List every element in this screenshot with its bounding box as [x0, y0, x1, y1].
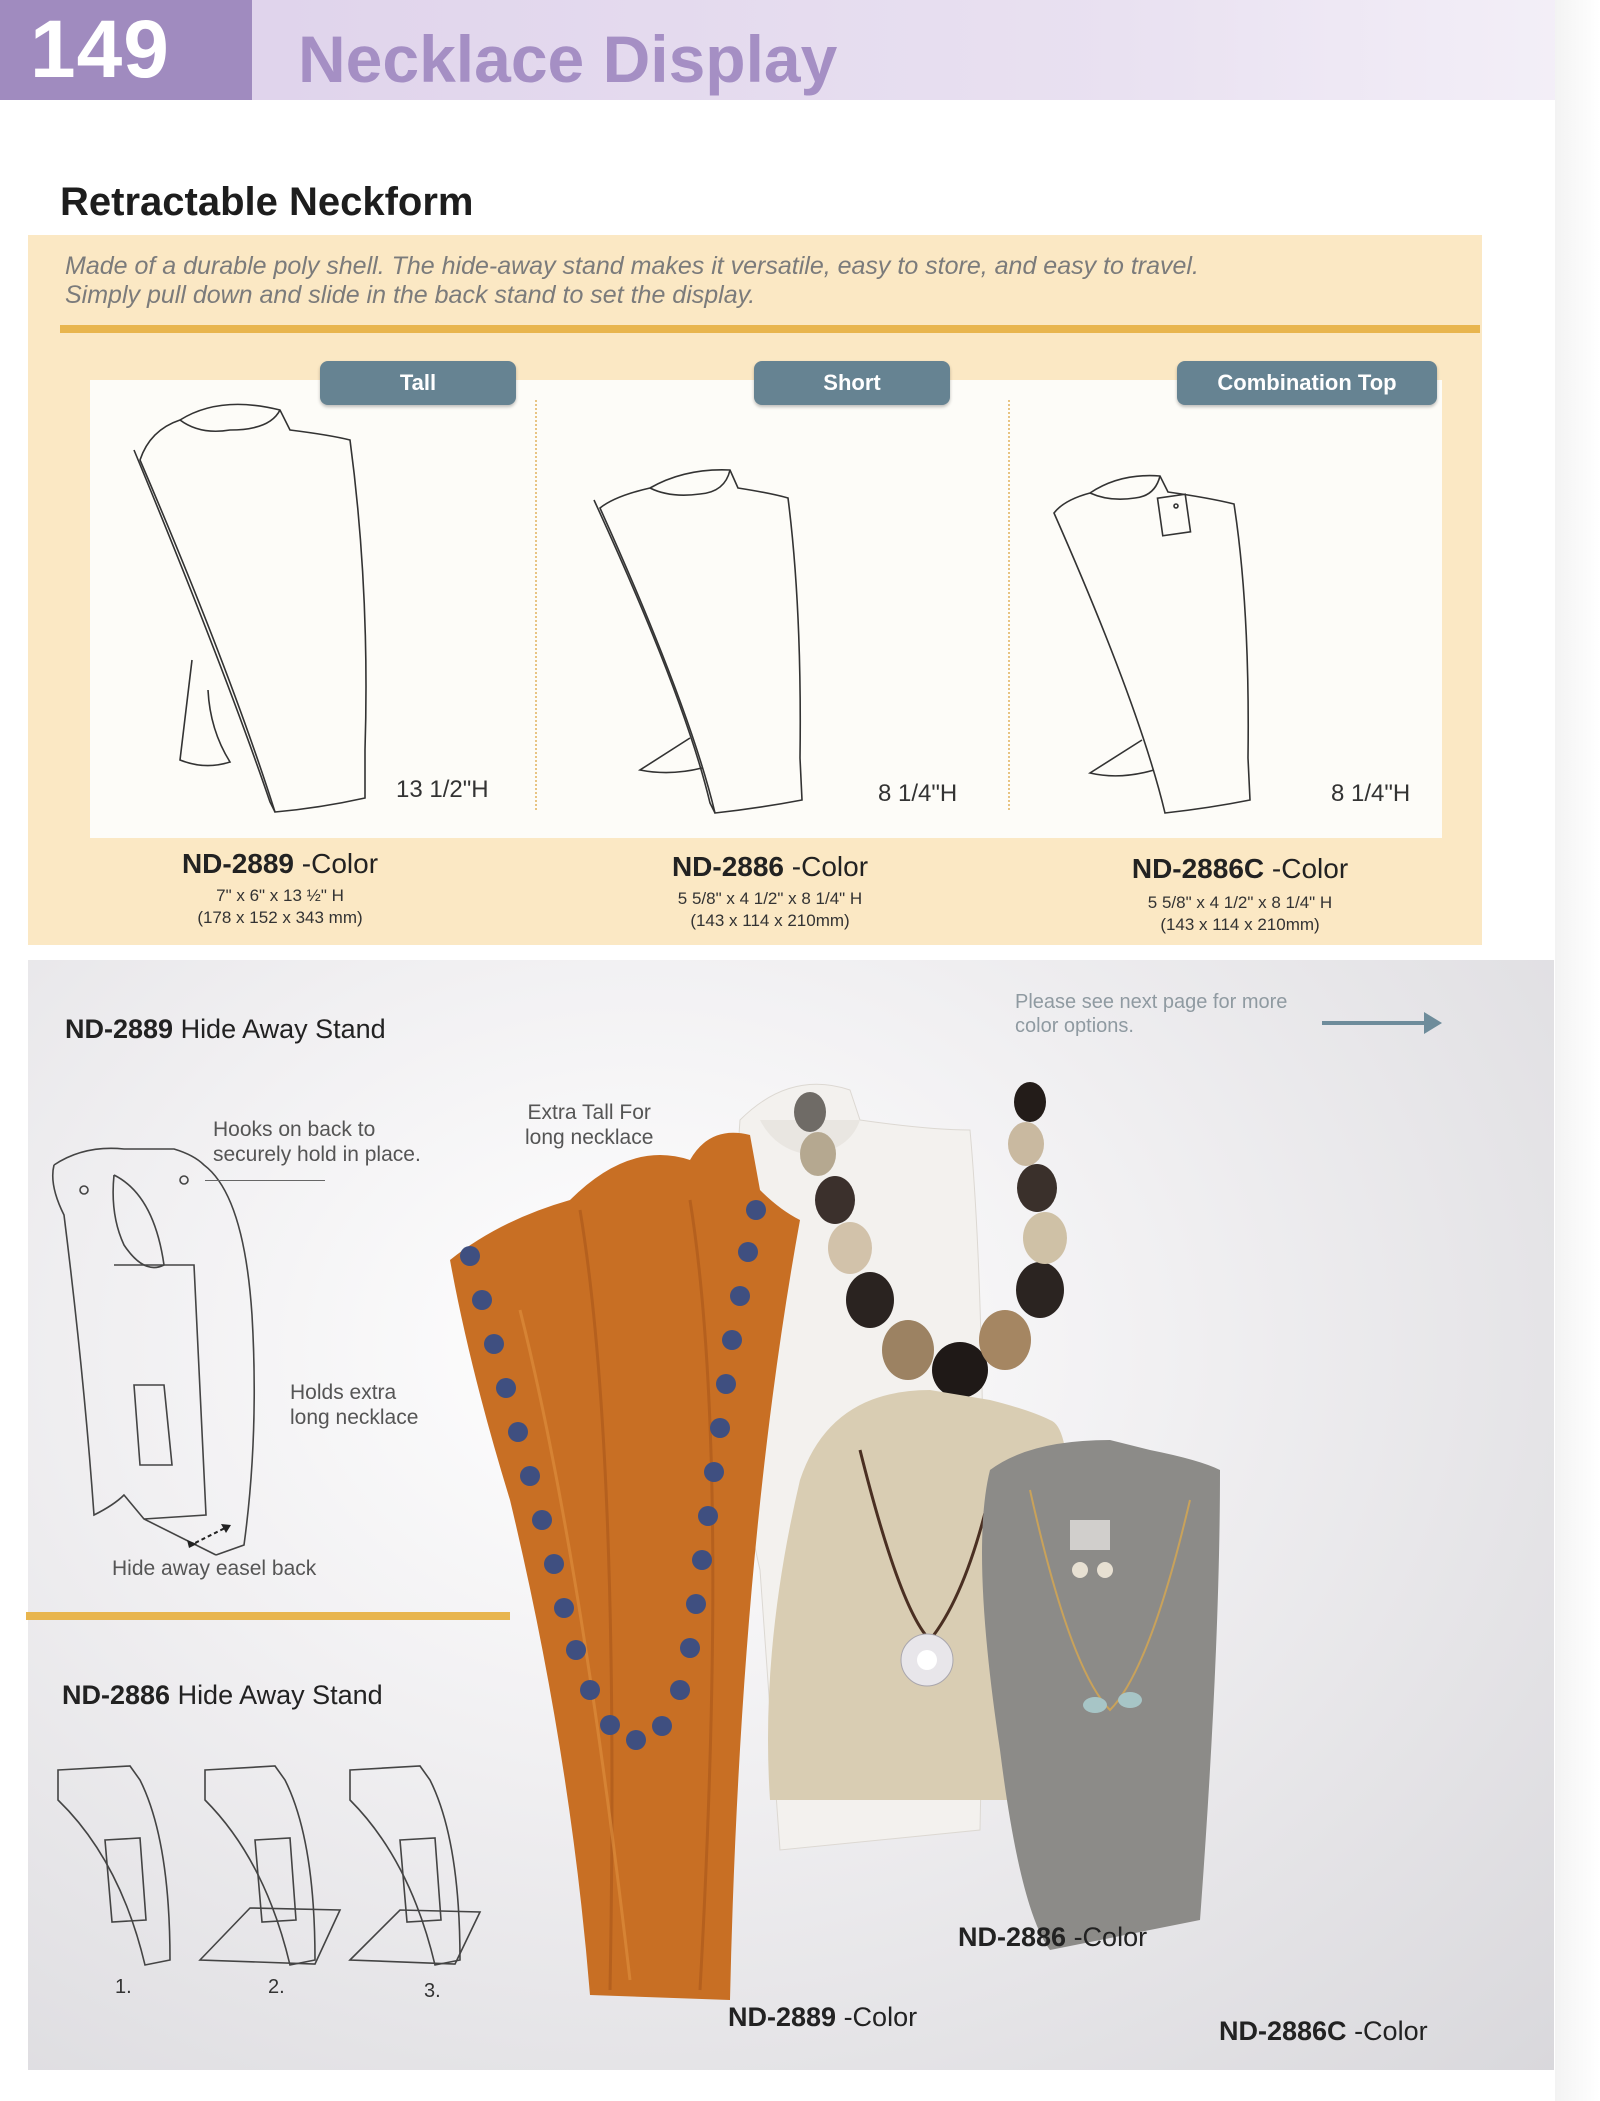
next-page-note: Please see next page for more color options.	[1015, 991, 1288, 1037]
product-photo	[430, 1050, 1530, 2040]
intro-line-1: Made of a durable poly shell. The hide-away stand makes it versatile, easy to store, and easy to travel.	[65, 252, 1199, 280]
combination-top-neckform-drawing	[1050, 468, 1290, 818]
dims-inches: 7" x 6" x 13 ½" H	[216, 886, 344, 905]
model-nd-2886c: ND-2886C -Color	[1131, 853, 1349, 884]
callout-easel: Hide away easel back	[112, 1557, 317, 1580]
callout-leader	[205, 1180, 325, 1181]
hide-away-stand-diagram	[44, 1135, 274, 1565]
stand-title-nd-2889: ND-2889 Hide Away Stand	[65, 1014, 386, 1044]
dims-mm: (143 x 114 x 210mm)	[1160, 915, 1320, 934]
dims-mm: (143 x 114 x 210mm)	[690, 911, 850, 930]
caption-nd-2889: ND-2889 -Color	[728, 2002, 918, 2032]
intro-text	[65, 252, 1445, 310]
height-label-tall: 13 1/2"H	[396, 776, 489, 803]
stand-steps-diagram	[50, 1760, 490, 1970]
model-nd-2889: ND-2889 -Color	[181, 848, 379, 879]
intro-line-2: Simply pull down and slide in the back stand to set the display.	[65, 281, 756, 309]
tab-combination-top: Combination Top	[1177, 361, 1437, 405]
column-divider	[1008, 400, 1010, 810]
crystal-pendant	[901, 1634, 953, 1686]
height-label-combination: 8 1/4"H	[1331, 780, 1411, 807]
page-edge	[1555, 0, 1600, 2101]
wood-neckform	[450, 1133, 800, 2000]
dims-nd-2886c	[1040, 892, 1440, 936]
caption-nd-2886: ND-2886 -Color	[958, 1922, 1148, 1952]
page-title: Necklace Display	[298, 22, 838, 96]
step-3: 3.	[424, 1980, 441, 2002]
dims-mm: (178 x 152 x 343 mm)	[197, 908, 363, 927]
step-1: 1.	[115, 1976, 132, 1998]
height-label-short: 8 1/4"H	[878, 780, 958, 807]
dims-inches: 5 5/8" x 4 1/2" x 8 1/4" H	[1147, 893, 1333, 912]
tall-neckform-drawing	[130, 390, 390, 820]
arrow-right-icon	[1320, 1008, 1444, 1038]
callout-holds: Holds extra long necklace	[290, 1381, 419, 1429]
section-title: Retractable Neckform	[60, 180, 474, 224]
short-neckform-drawing	[590, 458, 830, 818]
dims-nd-2889	[80, 885, 480, 929]
callout-extra-tall: Extra Tall For long necklace	[525, 1101, 654, 1149]
caption-nd-2886c: ND-2886C -Color	[1219, 2016, 1428, 2046]
step-2: 2.	[268, 1976, 285, 1998]
grey-neckform	[982, 1440, 1220, 1950]
model-nd-2886: ND-2886 -Color	[671, 851, 869, 882]
divider-rule	[60, 325, 1480, 333]
easel-arrow-icon	[185, 1520, 235, 1550]
dims-nd-2886	[570, 888, 970, 932]
dims-inches: 5 5/8" x 4 1/2" x 8 1/4" H	[677, 889, 863, 908]
callout-hooks: Hooks on back to securely hold in place.	[213, 1118, 421, 1166]
tab-short: Short	[754, 361, 950, 405]
column-divider	[535, 400, 537, 810]
stand-title-nd-2886: ND-2886 Hide Away Stand	[62, 1680, 383, 1710]
tab-tall: Tall	[320, 361, 516, 405]
page-number: 149	[0, 0, 252, 100]
